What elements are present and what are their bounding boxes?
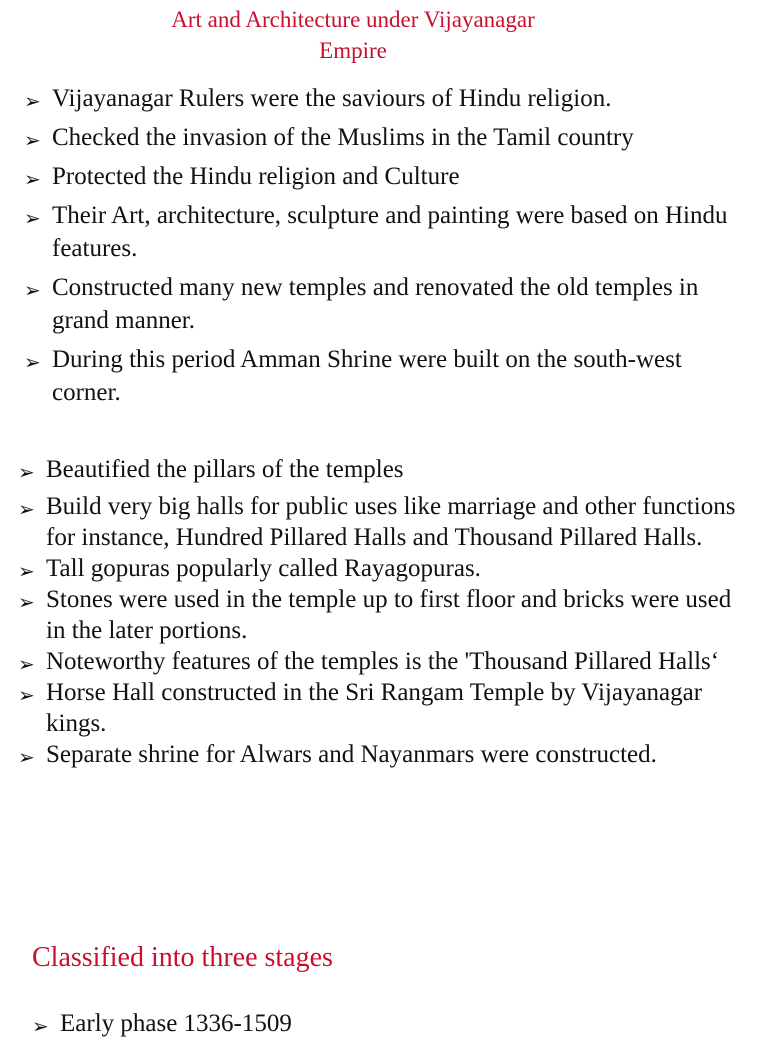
religion-bullet-list	[24, 82, 744, 415]
list-item	[24, 121, 744, 154]
list-item	[18, 584, 748, 646]
list-item-text: Horse Hall constructed in the Sri Rangam Temple by Vijayanagar kings.	[46, 679, 703, 737]
list-item-text: Beautified the pillars of the temples	[46, 456, 404, 483]
list-item	[24, 271, 744, 337]
arrowhead-bullet-icon: ➢	[18, 497, 35, 521]
arrowhead-bullet-icon: ➢	[24, 128, 41, 152]
arrowhead-bullet-icon: ➢	[32, 1014, 49, 1038]
list-item	[24, 82, 744, 115]
arrowhead-bullet-icon: ➢	[24, 350, 41, 374]
list-item-text: During this period Amman Shrine were built on the south-west corner.	[52, 346, 682, 406]
list-item-text: Build very big halls for public uses like marriage and other functions for instance, Hundred Pillared Halls and Thousand Pillared Halls.	[46, 493, 736, 551]
list-item-text: Their Art, architecture, sculpture and painting were based on Hindu features.	[52, 202, 728, 262]
arrowhead-bullet-icon: ➢	[18, 460, 35, 484]
list-item	[18, 646, 748, 677]
list-item-text: Early phase 1336-1509	[60, 1010, 292, 1037]
list-item-text: Vijayanagar Rulers were the saviours of Hindu religion.	[52, 85, 612, 112]
list-item-text: Tall gopuras popularly called Rayagopuras.	[46, 555, 481, 582]
arrowhead-bullet-icon: ➢	[24, 167, 41, 191]
list-item	[18, 739, 748, 770]
temple-features-bullet-list	[18, 454, 748, 770]
list-item	[18, 553, 748, 584]
arrowhead-bullet-icon: ➢	[18, 590, 35, 614]
arrowhead-bullet-icon: ➢	[18, 683, 35, 707]
arrowhead-bullet-icon: ➢	[24, 89, 41, 113]
list-item-text: Checked the invasion of the Muslims in the Tamil country	[52, 124, 634, 151]
arrowhead-bullet-icon: ➢	[24, 278, 41, 302]
list-item-text: Separate shrine for Alwars and Nayanmars were constructed.	[46, 741, 657, 768]
stages-heading: Classified into three stages	[32, 942, 333, 973]
arrowhead-bullet-icon: ➢	[18, 559, 35, 583]
list-item	[18, 454, 748, 485]
arrowhead-bullet-icon: ➢	[18, 745, 35, 769]
arrowhead-bullet-icon: ➢	[18, 652, 35, 676]
list-item	[24, 343, 744, 409]
list-item	[18, 491, 748, 553]
list-item-text: Noteworthy features of the temples is the 'Thousand Pillared Halls‘	[46, 648, 720, 675]
list-item	[24, 160, 744, 193]
arrowhead-bullet-icon: ➢	[24, 206, 41, 230]
list-item-text: Constructed many new temples and renovated the old temples in grand manner.	[52, 274, 699, 334]
page-title	[0, 4, 706, 66]
page-title-line-1: Art and Architecture under Vijayanagar	[171, 7, 535, 32]
list-item	[18, 677, 748, 739]
page-title-line-2: Empire	[319, 38, 387, 63]
list-item-text: Stones were used in the temple up to first floor and bricks were used in the later portions.	[46, 586, 732, 644]
list-item	[24, 199, 744, 265]
list-item-text: Protected the Hindu religion and Culture	[52, 163, 460, 190]
